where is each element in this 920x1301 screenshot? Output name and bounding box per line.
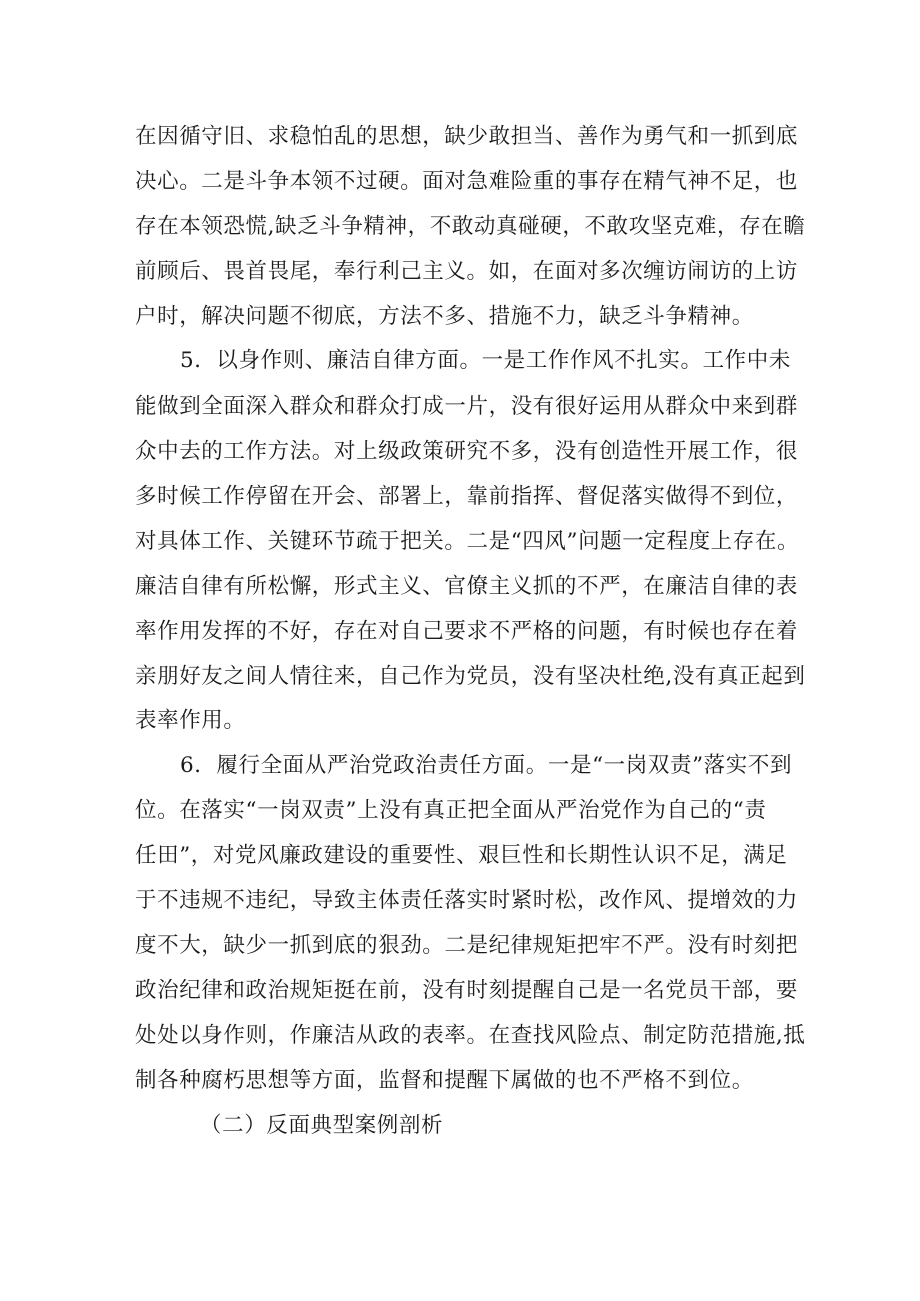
text-line: 表率作用。 [135,708,246,733]
text-line: 户时，解决问题不彻底，方法不多、措施不力，缺乏斗争精神。 [135,304,754,329]
text-line: 位。在落实“一岗双责”上没有真正把全面从严治党作为自己的“责 [135,798,767,823]
text-line: 廉洁自律有所松懈，形式主义、官僚主义抓的不严，在廉洁自律的表 [135,574,799,599]
paragraph-5-start: 5．以身作则、廉洁自律方面。一是工作作风不扎实。工作中未 [180,348,791,373]
text-line: 任田”，对党风廉政建设的重要性、艰巨性和长期性认识不足，满足 [135,843,788,868]
text-line: 处处以身作则，作廉洁从政的表率。在查找风险点、制定防范措施,抵 [135,1023,806,1048]
text-line: 多时候工作停留在开会、部署上，靠前指挥、督促落实做得不到位， [135,484,799,509]
text-line: 率作用发挥的不好，存在对自己要求不严格的问题，有时候也存在着 [135,619,799,644]
text-line: 前顾后、畏首畏尾，奉行利己主义。如，在面对多次缠访闹访的上访 [135,259,799,284]
text-line: 决心。二是斗争本领不过硬。面对急难险重的事存在精气神不足，也 [135,169,799,194]
text-line: 政治纪律和政治规矩挺在前，没有时刻提醒自己是一名党员干部，要 [135,978,799,1003]
text-line: 对具体工作、关键环节疏于把关。二是“四风”问题一定程度上存在。 [135,529,800,554]
text-line: 存在本领恐慌,缺乏斗争精神，不敢动真碰硬，不敢攻坚克难，存在瞻 [135,214,806,239]
text-line: 众中去的工作方法。对上级政策研究不多，没有创造性开展工作，很 [135,439,799,464]
text-line: 于不违规不违纪，导致主体责任落实时紧时松，改作风、提增效的力 [135,888,799,913]
paragraph-6-start: 6．履行全面从严治党政治责任方面。一是“一岗双责”落实不到 [180,753,793,778]
text-line: 制各种腐朽思想等方面，监督和提醒下属做的也不严格不到位。 [135,1068,754,1093]
text-line: 度不大，缺少一抓到底的狠劲。二是纪律规矩把牢不严。没有时刻把 [135,933,799,958]
text-line: 在因循守旧、求稳怕乱的思想，缺少敢担当、善作为勇气和一抓到底 [135,124,799,149]
text-line: 亲朋好友之间人情往来，自己作为党员，没有坚决杜绝,没有真正起到 [135,664,806,689]
section-heading: （二）反面典型案例剖析 [200,1113,444,1138]
text-line: 能做到全面深入群众和群众打成一片，没有很好运用从群众中来到群 [135,394,799,419]
